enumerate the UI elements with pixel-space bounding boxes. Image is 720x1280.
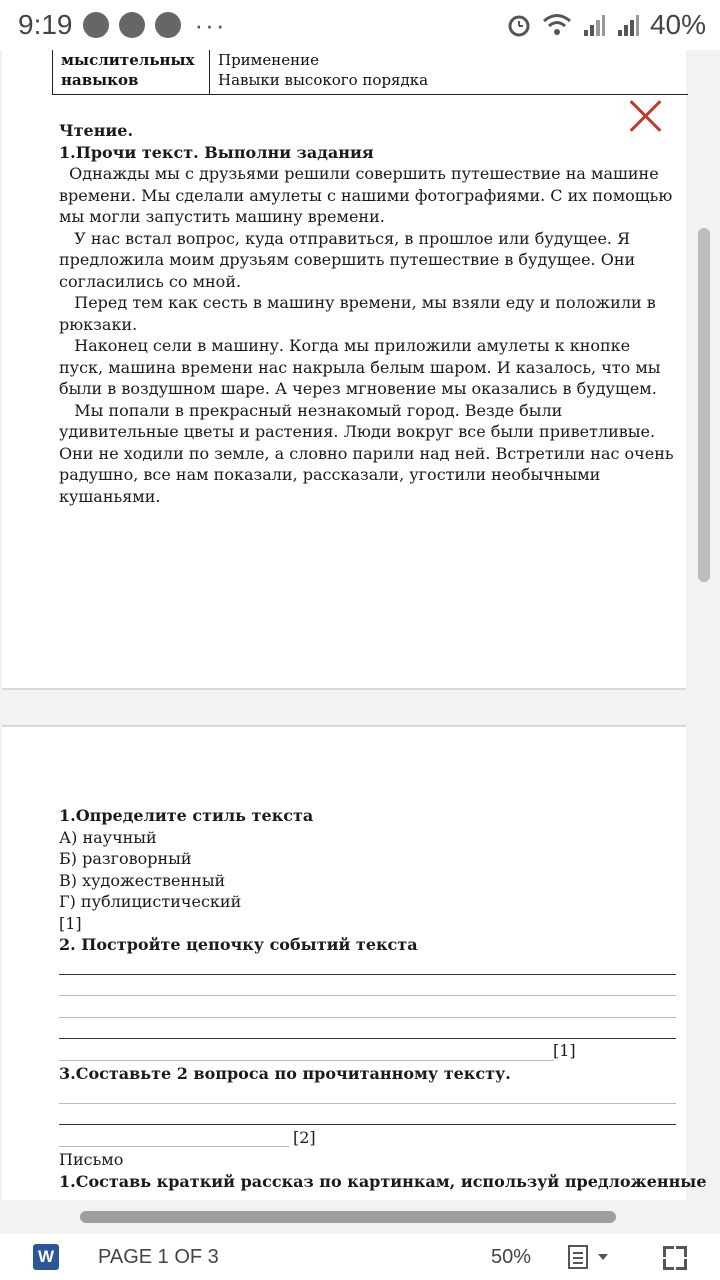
answer-line	[59, 1103, 676, 1104]
chrome-icon	[119, 12, 145, 38]
answer-option: А) научный	[59, 827, 157, 847]
writing-section	[59, 1149, 707, 1192]
signal-icon	[616, 12, 640, 38]
skills-table	[52, 50, 688, 95]
question-3-title: 3.Составьте 2 вопроса по прочитанному тексту.	[59, 1064, 511, 1083]
vertical-scrollbar[interactable]	[698, 228, 710, 582]
chevron-down-icon[interactable]	[598, 1254, 608, 1260]
table-cell-right	[210, 50, 428, 90]
document-page-2[interactable]	[2, 727, 707, 1200]
answer-line	[59, 1038, 676, 1039]
answer-line	[59, 1017, 676, 1018]
reading-section	[59, 120, 679, 507]
question-2-title: 2. Постройте цепочку событий текста	[59, 935, 418, 954]
page-divider	[2, 688, 686, 690]
paragraph: Перед тем как сесть в машину времени, мы взяли еду и положили в рюкзаки.	[59, 293, 656, 334]
signal-icon	[582, 12, 606, 38]
question-3	[59, 1063, 679, 1085]
status-time: 9:19	[18, 9, 73, 40]
question-1-title: 1.Определите стиль текста	[59, 806, 314, 825]
more-notifications-icon: ···	[194, 9, 227, 40]
answer-line	[59, 1060, 554, 1061]
answer-line	[59, 974, 676, 975]
writing-task-title: 1.Составь краткий рассказ по картинкам, используй предложенные	[59, 1171, 707, 1191]
paragraph: Однажды мы с друзьями решили совершить путешествие на машине времени. Мы сделали амулеты с нашими фотографиями. С их помощью мы могли запустить машину времени.	[59, 164, 673, 226]
chrome-icon	[155, 12, 181, 38]
battery-level: 40%	[649, 9, 706, 40]
answer-line	[59, 1124, 676, 1125]
answer-line	[59, 995, 676, 996]
score-label: [1]	[553, 1041, 576, 1060]
score-label: [1]	[59, 913, 82, 933]
answer-option: В) художественный	[59, 870, 226, 890]
status-bar	[0, 0, 720, 50]
questions-section	[59, 805, 679, 956]
paragraph: Мы попали в прекрасный незнакомый город. Везде были удивительные цветы и растения. Люди вокруг все были приветливые. Они не ходили по земле, а словно парили над ней. Встретили нас очень радушно, все нам показали, рассказали, угостили необычными кушаньями.	[59, 400, 674, 506]
task-title: 1.Прочи текст. Выполни задания	[59, 142, 374, 162]
fullscreen-icon[interactable]	[663, 1246, 687, 1270]
paragraph: У нас встал вопрос, куда отправиться, в прошлое или будущее. Я предложила моим друзьям совершить путешествие в будущее. Они согласились со мной.	[59, 228, 636, 291]
status-right	[506, 9, 706, 41]
whatsapp-icon	[83, 12, 109, 38]
zoom-level[interactable]: 50%	[491, 1246, 532, 1268]
wifi-icon	[542, 12, 572, 38]
paragraph: Наконец сели в машину. Когда мы приложили амулеты к кнопке пуск, машина времени нас накрыла белым шаром. И казалось, что мы были в воздушном шаре. А через мгновение мы оказались в будущем.	[59, 336, 661, 398]
word-app-icon[interactable]: W	[33, 1244, 59, 1270]
answer-option: Г) публицистический	[59, 892, 242, 911]
table-cell-right-line1: Применение	[218, 51, 319, 69]
table-cell-right-line2: Навыки высокого порядка	[218, 71, 429, 89]
answer-option: Б) разговорный	[59, 849, 192, 868]
document-page-1[interactable]	[2, 50, 686, 688]
table-cell-left: мыслительных навыков	[52, 50, 210, 94]
answer-line	[59, 1146, 289, 1147]
score-label: [2]	[293, 1128, 316, 1147]
view-mode-icon[interactable]	[568, 1245, 588, 1269]
section-heading-reading: Чтение.	[59, 121, 134, 140]
alarm-icon	[506, 12, 532, 38]
horizontal-scrollbar[interactable]	[80, 1211, 616, 1223]
section-heading-writing: Письмо	[59, 1150, 124, 1169]
bottom-toolbar	[0, 1234, 720, 1280]
page-indicator: PAGE 1 OF 3	[98, 1246, 219, 1268]
